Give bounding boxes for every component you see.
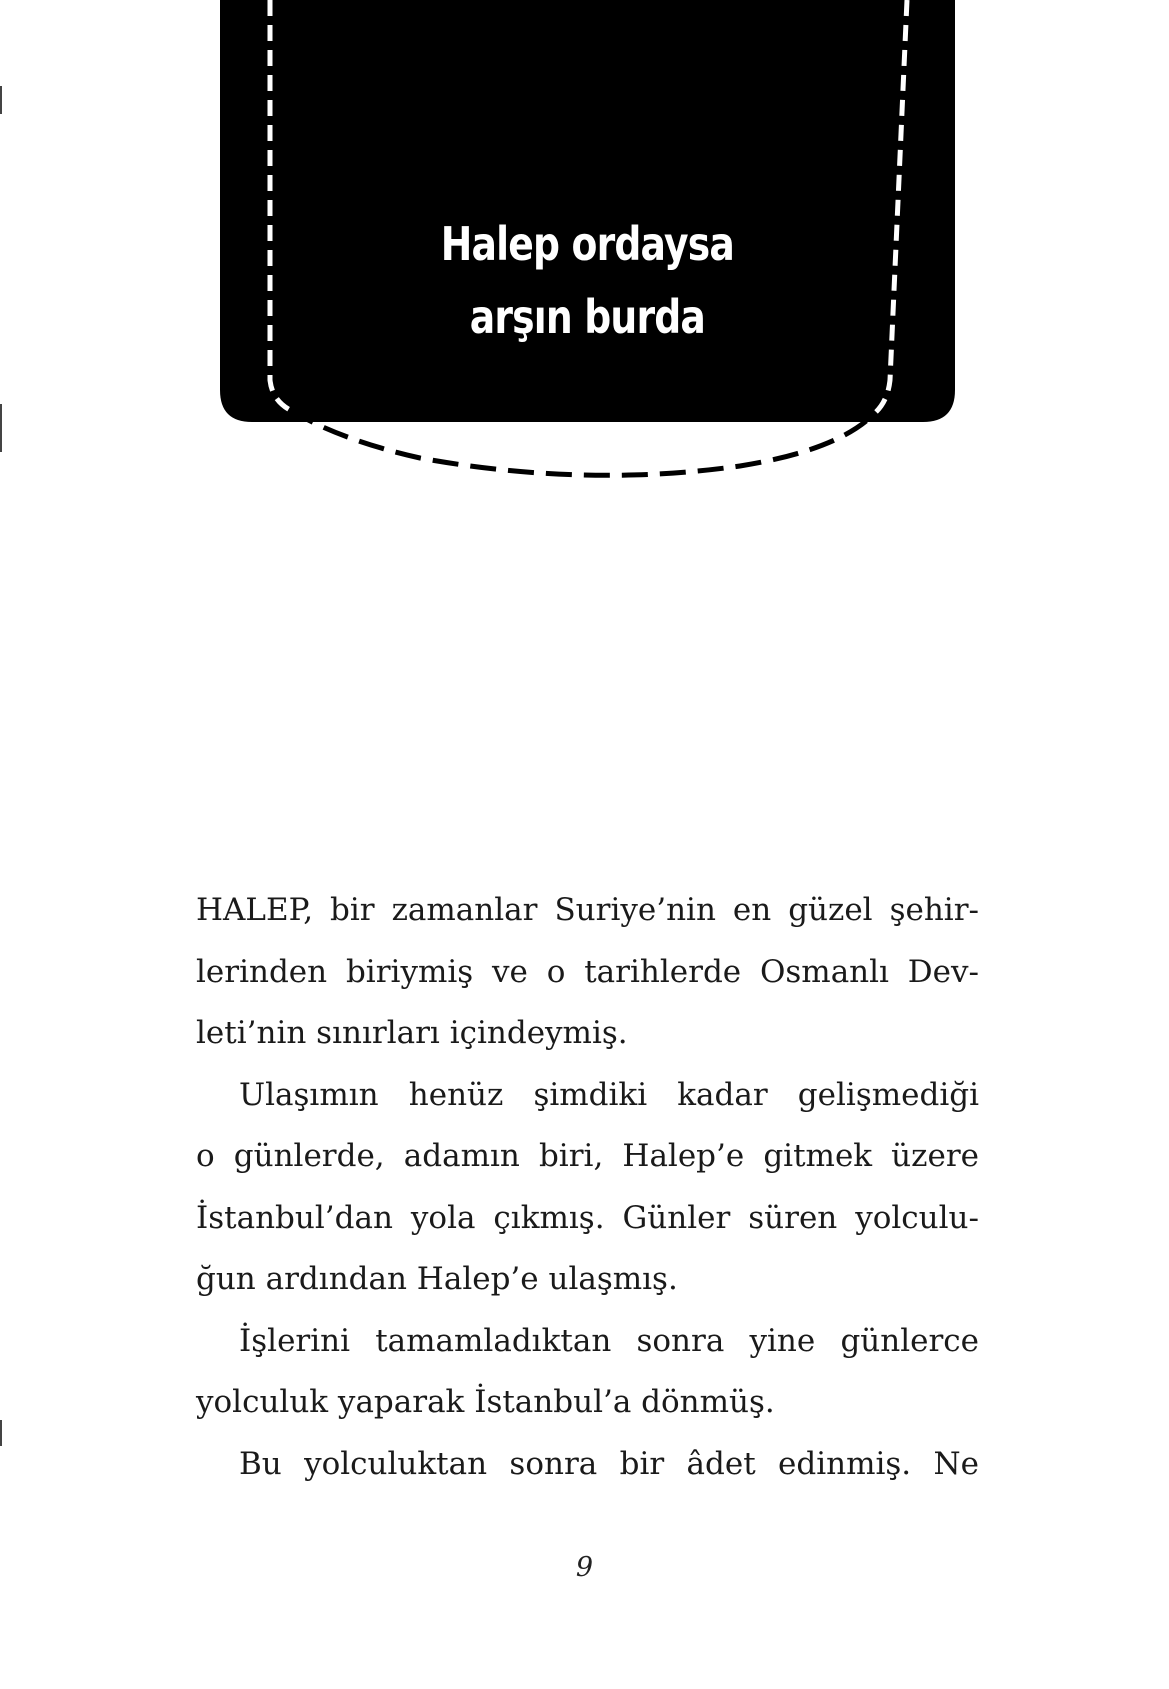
text-line: yolculuk yaparak İstanbul’a dönmüş. bbox=[196, 1384, 775, 1420]
chapter-title-line: arşın burda bbox=[469, 290, 706, 344]
chapter-title-line: Halep ordaysa bbox=[440, 217, 735, 271]
crop-mark bbox=[0, 1420, 2, 1446]
text-line: Ulaşımın henüz şimdiki kadar gelişmediği bbox=[239, 1076, 979, 1113]
chapter-header-panel bbox=[0, 0, 1169, 490]
text-line: leti’nin sınırları içindeymiş. bbox=[196, 1015, 628, 1051]
text-line: İşlerini tamamladıktan sonra yine günlerce bbox=[239, 1322, 979, 1359]
page-number: 9 bbox=[575, 1552, 594, 1583]
text-line: İstanbul’dan yola çıkmış. Günler süren yolculu- bbox=[196, 1199, 979, 1236]
text-line: Bu yolculuktan sonra bir âdet edinmiş. Ne bbox=[239, 1445, 979, 1482]
text-line: HALEP, bir zamanlar Suriye’nin en güzel şehir- bbox=[196, 892, 979, 928]
text-line: lerinden biriymiş ve o tarihlerde Osmanlı Dev- bbox=[196, 953, 979, 990]
chapter-title bbox=[286, 208, 889, 354]
text-line: o günlerde, adamın biri, Halep’e gitmek üzere bbox=[196, 1138, 979, 1174]
body-text bbox=[196, 880, 979, 1495]
text-line: ğun ardından Halep’e ulaşmış. bbox=[196, 1261, 678, 1297]
